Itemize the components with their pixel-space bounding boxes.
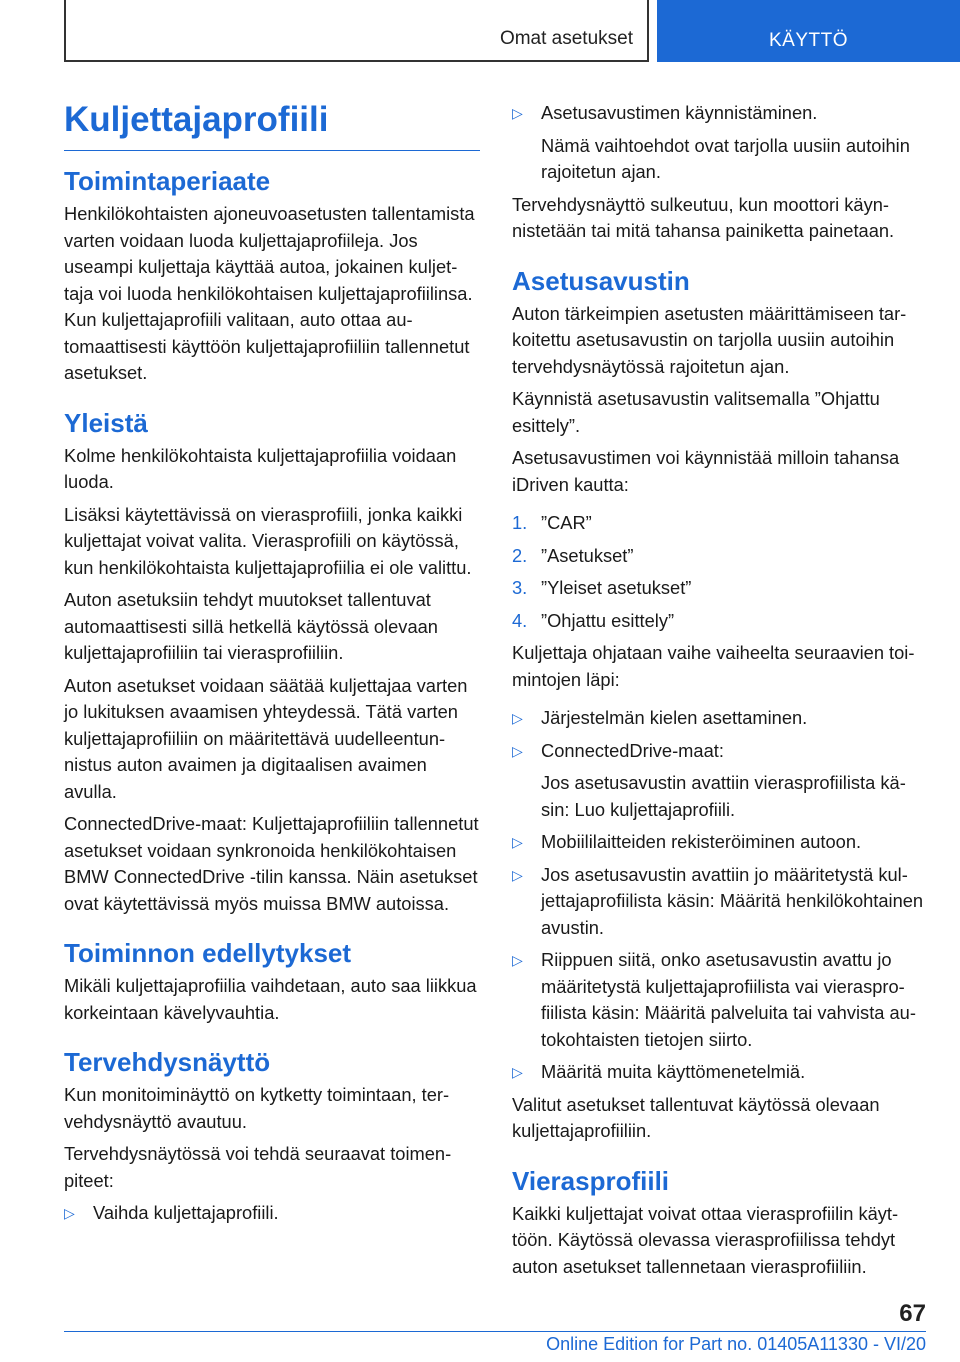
footer-divider [64,1331,926,1332]
heading-welcome-screen: Tervehdysnäyttö [64,1047,271,1077]
paragraph-assistant-3: Asetusavustimen voi käynnistää milloin tahansa iDriven kautta: [512,447,900,495]
triangle-bullet-icon: ▷ [512,710,523,726]
paragraph-assistant-2: Käynnistä asetusavustin valitsemalla ”Ohjattu esittely”. [512,388,880,436]
list-item-text: Mobiililaitteiden rekisteröiminen autoon. [541,831,862,852]
heading-assistant: Asetusavustin [512,265,690,296]
paragraph-welcome-2: Tervehdysnäytössä voi tehdä seuraavat toimenpiteet: [64,1143,452,1191]
step-item [512,510,928,537]
step-text: ”Ohjattu esittely” [541,609,675,631]
step-number: 3. [512,577,528,598]
header-chapter-tab [657,0,960,62]
list-item [512,705,928,732]
footer-edition: Online Edition for Part no. 01405A11330 - VI/20 [546,1334,926,1354]
step-item [512,543,928,570]
list-item [512,738,928,765]
triangle-bullet-icon: ▷ [512,742,523,759]
list-item-text: Asetusavustimen käynnistäminen. [541,102,818,123]
paragraph-saved: Valitut asetukset tallentuvat käytössä olevaan kuljettajaprofiiliin. [512,1093,880,1141]
step-item [512,608,928,635]
list-item [512,829,928,856]
paragraph-welcome-1: Kun monitoiminäyttö on kytketty toimintaan, tervehdysnäyttö avautuu. [64,1084,450,1132]
list-item-text: Jos asetusavustin avattiin jo määritetystä kuljettajaprofiilista käsin: Määritä henkilökohtainen avustin. [541,863,924,938]
list-item [512,1059,928,1086]
paragraph-guest-profile: Kaikki kuljettajat voivat ottaa vierasprofiilin käyttöön. Käytössä olevassa vierasprofiilissa tehdyt auton asetukset tallennetaan vierasprofiiliin. [512,1202,899,1277]
list-item-text: ConnectedDrive-maat: [541,739,724,761]
list-item [512,100,928,127]
list-item-text: Järjestelmän kielen asettaminen. [541,707,808,728]
triangle-bullet-icon: ▷ [512,834,523,850]
header-section-title: Omat asetukset [499,28,633,49]
step-item [512,575,928,602]
list-item-text: Riippuen siitä, onko asetusavustin avattu jo määritetystä kuljettajaprofiilista vai vierasprofiilista käsin: Määritä palveluita tai vahvista autokohtaisten tietojen siirto. [541,949,916,1050]
paragraph-close: Tervehdysnäyttö sulkeutuu, kun moottori käynnistetään tai mitä tahansa painiketta painetaan. [512,193,895,241]
list-item-text: Vaihda kuljettajaprofiili. [93,1202,279,1223]
paragraph-conditions: Mikäli kuljettajaprofiilia vaihdetaan, auto saa liikkua korkeintaan kävelyvauhtia. [64,975,477,1023]
heading-conditions: Toiminnon edellytykset [64,938,352,968]
step-number: 4. [512,609,528,631]
paragraph-start-note: Nämä vaihtoehdot ovat tarjolla uusiin autoihin rajoitetun ajan. [541,134,910,182]
header-chapter-title: KÄYTTÖ [768,30,848,51]
paragraph-principle: Henkilökohtaisten ajoneuvoasetusten tallentamista varten voidaan luoda kuljettajaprofiileja. Jos useampi kuljettaja käyttää autoa, jokainen kuljettaja voi luoda henkilökohtaisen kuljettajaprofiilinsa. Kun kuljettajaprofiili valitaan, auto ottaa automaattisesti käyttöön kuljettajaprofiiliin tallennetut asetukset. [64,203,475,383]
paragraph-general-5: ConnectedDrive-maat: Kuljettajaprofiiliin tallennetut asetukset voidaan synkronoida henkilökohtaisen BMW ConnectedDrive -tilin kanssa. Näin asetukset ovat käytettävissä myös muissa BMW autoissa. [64,813,479,914]
left-column [64,100,480,1233]
page-title: Kuljettajaprofiili [64,100,480,151]
list-item [512,862,928,942]
triangle-bullet-icon: ▷ [512,1064,523,1080]
step-text: ”Asetukset” [541,544,634,566]
list-item [64,1200,480,1227]
list-item-text: Määritä muita käyttömenetelmiä. [541,1061,806,1082]
triangle-bullet-icon: ▷ [512,866,523,883]
paragraph-general-4: Auton asetukset voidaan säätää kuljettajaa varten jo lukituksen avaamisen yhteydessä. Tätä varten kuljettajaprofiiliin on määritettävä uudelleentunnistus auton avaimen ja digitaalisen avaimen avulla. [64,674,468,802]
paragraph-guided: Kuljettaja ohjataan vaihe vaiheelta seuraavien toimintojen läpi: [512,642,915,690]
header-section-box [64,0,649,62]
paragraph-general-2: Lisäksi käytettävissä on vierasprofiili, jonka kaikki kuljettajat voivat valita. Vierasprofiili on käytössä, kun henkilökohtaista kuljettajaprofiilia ei ole valittu. [64,503,472,578]
paragraph-general-3: Auton asetuksiin tehdyt muutokset tallentuvat automaattisesti sillä hetkellä käytössä olevaan kuljettajaprofiiliin tai vierasprofiiliin. [64,589,438,663]
paragraph-general-1: Kolme henkilökohtaista kuljettajaprofiilia voidaan luoda. [64,444,457,492]
right-column [512,100,928,1286]
heading-principle: Toimintaperiaate [64,166,271,196]
heading-guest-profile: Vierasprofiili [512,1165,670,1196]
triangle-bullet-icon: ▷ [512,105,523,121]
heading-general: Yleistä [64,407,148,438]
paragraph-assistant-1: Auton tärkeimpien asetusten määrittämiseen tarkoitettu asetusavustin on tarjolla uusiin autoihin tervehdysnäytössä rajoitetun ajan. [512,302,907,377]
triangle-bullet-icon: ▷ [64,1205,75,1221]
step-text: ”Yleiset asetukset” [541,577,692,598]
triangle-bullet-icon: ▷ [512,952,523,968]
step-number: 1. [512,512,528,533]
step-number: 2. [512,544,528,566]
list-item [512,947,928,1053]
step-text: ”CAR” [541,512,592,533]
page-number: 67 [899,1300,926,1327]
paragraph-cd-note: Jos asetusavustin avattiin vierasprofiilista käsin: Luo kuljettajaprofiili. [541,772,906,820]
